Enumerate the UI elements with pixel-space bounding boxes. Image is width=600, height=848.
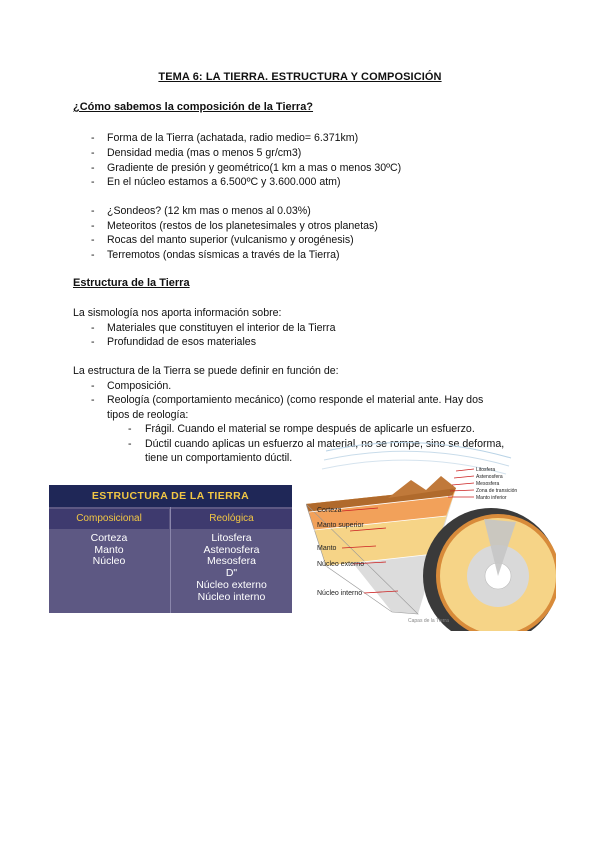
label-transition-zone: Zona de transición bbox=[476, 488, 518, 494]
label-outer-core: Núcleo externo bbox=[317, 561, 365, 568]
table-cell: Astenosfera bbox=[203, 543, 260, 556]
table-column-rheological bbox=[171, 533, 292, 603]
label-lower-mantle: Manto inferior bbox=[476, 495, 507, 501]
section-heading-structure: Estructura de la Tierra bbox=[73, 277, 190, 289]
label-lithosphere: Litosfera bbox=[476, 467, 496, 473]
table-cell: Núcleo bbox=[92, 555, 126, 568]
table-title: ESTRUCTURA DE LA TIERRA bbox=[49, 485, 292, 507]
table-cell: Corteza bbox=[90, 532, 128, 544]
label-inner-core: Núcleo interno bbox=[317, 590, 363, 597]
section-heading-composition: ¿Cómo sabemos la composición de la Tierra? bbox=[73, 101, 314, 113]
label-asthenosphere: Astenosfera bbox=[476, 474, 503, 480]
label-mantle: Manto bbox=[317, 545, 337, 552]
paragraph-structure: La estructura de la Tierra se puede definir en función de: bbox=[73, 365, 339, 377]
table-cell: D" bbox=[225, 567, 238, 580]
label-crust: Corteza bbox=[317, 507, 342, 514]
table-header-compositional: Composicional bbox=[49, 509, 169, 529]
paragraph-seismology: La sismología nos aporta información sobre: bbox=[73, 307, 282, 319]
earth-layers-illustration bbox=[306, 436, 556, 631]
earth-layers-diagram bbox=[306, 436, 556, 634]
table-cell: Mesosfera bbox=[206, 555, 257, 568]
label-upper-mantle: Manto superior bbox=[317, 522, 364, 529]
table-cell: Manto bbox=[94, 543, 124, 556]
table-header-rheological: Reológica bbox=[171, 509, 292, 529]
table-cell: Núcleo interno bbox=[197, 590, 266, 603]
label-mesosphere: Mesosfera bbox=[476, 481, 500, 487]
table-cell: Litosfera bbox=[211, 532, 252, 544]
table-cell: Núcleo externo bbox=[196, 578, 267, 591]
table-column-compositional bbox=[49, 533, 169, 568]
earth-structure-table bbox=[49, 485, 292, 613]
page-title: TEMA 6: LA TIERRA. ESTRUCTURA Y COMPOSICIÓN bbox=[158, 71, 442, 83]
diagram-caption: Capas de la Tierra bbox=[408, 618, 449, 624]
